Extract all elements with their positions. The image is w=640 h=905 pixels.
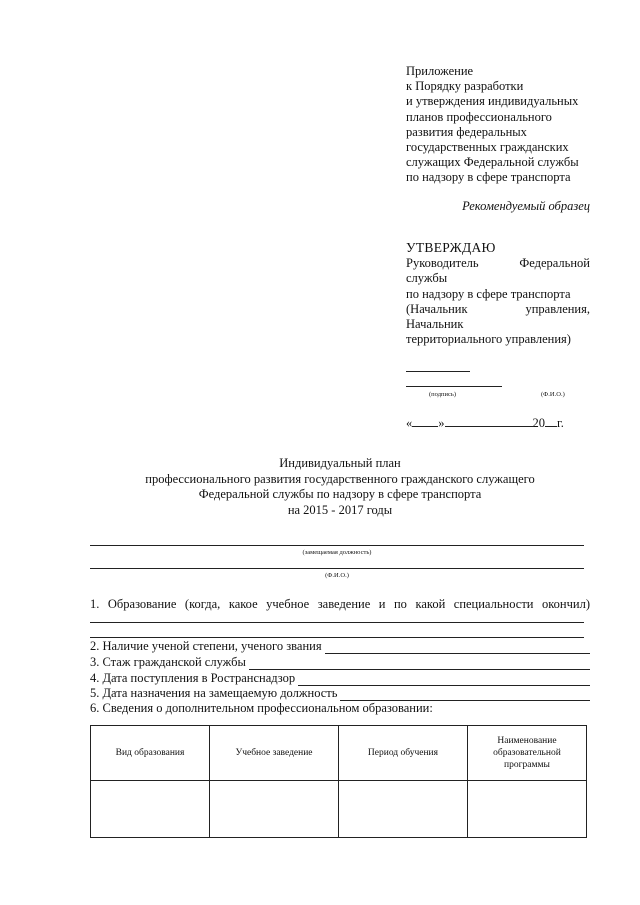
signature-line	[406, 386, 502, 387]
item-service-length-label: 3. Стаж гражданской службы	[90, 655, 246, 669]
appendix-line: Приложение	[406, 64, 474, 78]
fio-caption: (Ф.И.О.)	[541, 391, 565, 398]
approval-line: (Начальник управления,	[406, 301, 590, 316]
item-appointment-date-label: 5. Дата назначения на замещаемую должность	[90, 686, 338, 700]
appendix-block	[406, 64, 596, 186]
approval-line: территориального управления)	[406, 332, 571, 347]
item-service-length	[90, 655, 590, 670]
date-quote-close: »	[438, 416, 445, 430]
approval-heading: УТВЕРЖДАЮ	[406, 240, 496, 255]
approval-line: по надзору в сфере транспорта	[406, 286, 571, 301]
table-header-cell: Период обучения	[338, 726, 467, 781]
date-year-blank	[545, 415, 557, 427]
appointment-date-fill-line	[340, 690, 590, 701]
approval-line: службы	[406, 271, 448, 286]
signature-line-short	[406, 371, 470, 372]
appendix-line: к Порядку разработки	[406, 79, 524, 94]
fio-caption-main: (Ф.И.О.)	[325, 572, 349, 579]
approval-line: Руководитель Федеральной	[406, 256, 590, 271]
degree-fill-line	[325, 643, 590, 654]
appendix-line: государственных гражданских	[406, 140, 569, 155]
item-appointment-date	[90, 686, 590, 701]
education-line	[90, 622, 584, 623]
date-day-blank	[412, 415, 438, 427]
appendix-line: по надзору в сфере транспорта	[406, 170, 571, 185]
plan-title-line: Индивидуальный план	[279, 456, 401, 470]
date-suffix: г.	[557, 416, 564, 430]
education-table	[90, 725, 587, 838]
appendix-line: планов профессионального	[406, 109, 552, 124]
table-header-cell: Вид образования	[91, 726, 210, 781]
entry-date-fill-line	[298, 675, 590, 686]
approval-date	[406, 415, 564, 431]
table-header-cell: Учебное заведение	[210, 726, 339, 781]
plan-title-line: профессионального развития государственного гражданского служащего	[145, 471, 535, 486]
item-entry-date-label: 4. Дата поступления в Ространснадзор	[90, 671, 296, 685]
plan-title-line: на 2015 - 2017 годы	[287, 502, 393, 517]
sample-label: Рекомендуемый образец	[462, 199, 590, 213]
approval-line: Начальник	[406, 317, 464, 332]
date-quote-open: «	[406, 416, 413, 430]
plan-title	[90, 456, 590, 518]
date-month-blank	[445, 415, 533, 427]
item-additional-education	[90, 701, 590, 716]
table-cell[interactable]	[91, 781, 210, 838]
table-cell[interactable]	[467, 781, 586, 838]
table-cell[interactable]	[210, 781, 339, 838]
appendix-line: служащих Федеральной службы	[406, 155, 579, 170]
position-caption: (замещаемая должность)	[302, 549, 372, 556]
table-header-cell: Наименование образовательной программы	[467, 726, 586, 781]
item-entry-date	[90, 671, 590, 686]
item-education: 1. Образование (когда, какое учебное заведение и по какой специальности окончил)	[90, 597, 590, 611]
position-line	[90, 545, 584, 546]
appendix-line: развития федеральных	[406, 124, 527, 139]
date-year: 20	[532, 416, 545, 430]
table-header-row	[91, 726, 587, 781]
table-cell[interactable]	[338, 781, 467, 838]
table-row	[91, 781, 587, 838]
appendix-line: и утверждения индивидуальных	[406, 94, 579, 109]
plan-title-line: Федеральной службы по надзору в сфере транспорта	[198, 487, 482, 501]
item-degree	[90, 639, 590, 654]
service-length-fill-line	[249, 659, 590, 670]
item-degree-label: 2. Наличие ученой степени, ученого звания	[90, 639, 322, 653]
approval-block	[406, 240, 590, 347]
fio-line	[90, 568, 584, 569]
item-additional-education-label: 6. Сведения о дополнительном профессиональном образовании:	[90, 701, 433, 715]
signature-caption: (подпись)	[429, 391, 456, 398]
education-line	[90, 637, 584, 638]
